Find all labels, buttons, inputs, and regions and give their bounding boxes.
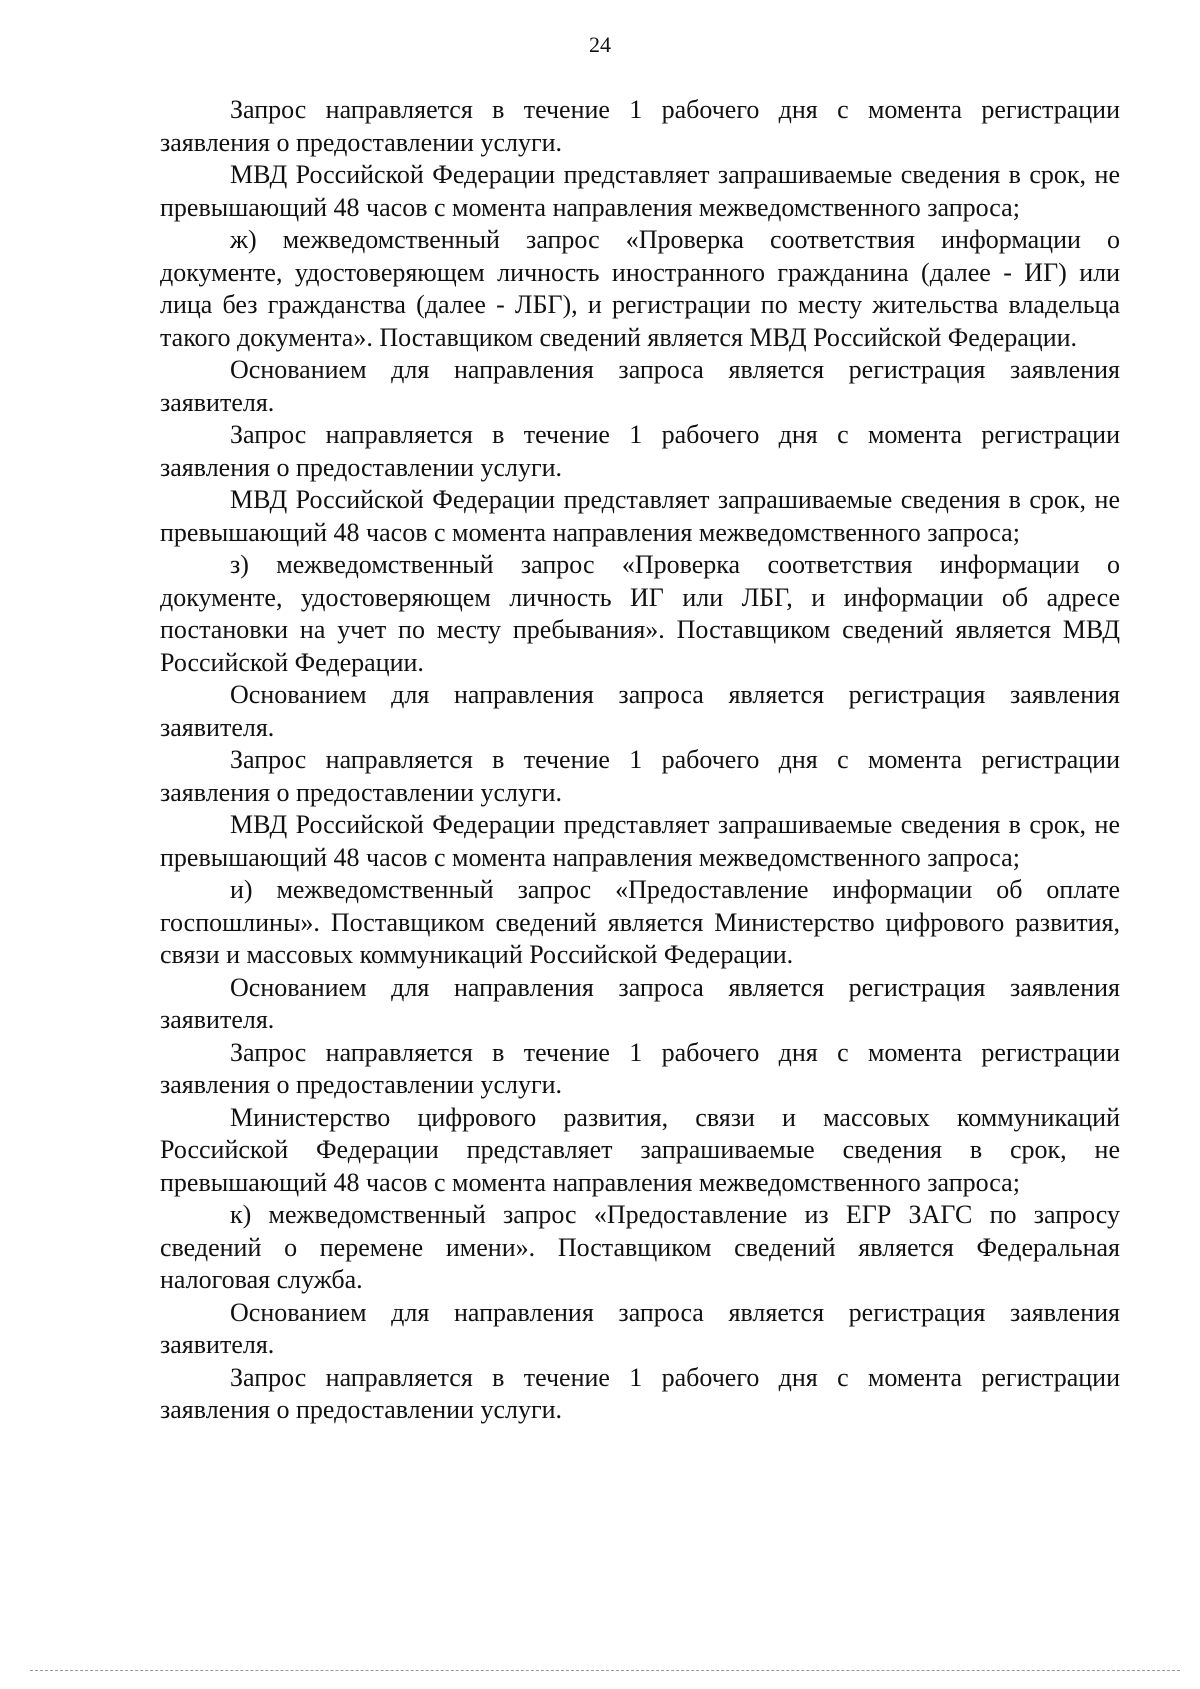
paragraph: Запрос направляется в течение 1 рабочего дня с момента регистрации заявления о предоставлении услуги.: [160, 420, 1120, 482]
paragraph: Основанием для направления запроса является регистрация заявления заявителя.: [160, 1297, 1120, 1359]
paragraph: Министерство цифрового развития, связи и массовых коммуникаций Российской Федерации представляет запрашиваемые сведения в срок, не превышающий 48 часов с момента направления межведомственного запроса;: [160, 1102, 1120, 1197]
paragraph: Запрос направляется в течение 1 рабочего дня с момента регистрации заявления о предоставлении услуги.: [160, 95, 1120, 157]
paragraph: ж) межведомственный запрос «Проверка соответствия информации о документе, удостоверяющем личность иностранного гражданина (далее - ИГ) или лица без гражданства (далее - ЛБГ), и регистрации по месту жительства владельца такого документа». Поставщиком сведений является МВД Российской Федерации.: [160, 225, 1120, 352]
paragraph: Основанием для направления запроса является регистрация заявления заявителя.: [160, 972, 1120, 1034]
paragraph: к) межведомственный запрос «Предоставление из ЕГР ЗАГС по запросу сведений о перемене имени». Поставщиком сведений является Федеральная налоговая служба.: [160, 1200, 1120, 1294]
paragraph: Запрос направляется в течение 1 рабочего дня с момента регистрации заявления о предоставлении услуги.: [160, 745, 1120, 807]
paragraph: МВД Российской Федерации представляет запрашиваемые сведения в срок, не превышающий 48 часов с момента направления межведомственного запроса;: [160, 810, 1120, 872]
paragraph: МВД Российской Федерации представляет запрашиваемые сведения в срок, не превышающий 48 часов с момента направления межведомственного запроса;: [160, 485, 1120, 547]
page-number: 24: [589, 32, 611, 57]
paragraph: Запрос направляется в течение 1 рабочего дня с момента регистрации заявления о предоставлении услуги.: [160, 1362, 1120, 1424]
paragraph: МВД Российской Федерации представляет запрашиваемые сведения в срок, не превышающий 48 часов с момента направления межведомственного запроса;: [160, 160, 1120, 222]
paragraph: з) межведомственный запрос «Проверка соответствия информации о документе, удостоверяющем личность ИГ или ЛБГ, и информации об адресе постановки на учет по месту пребывания». Поставщиком сведений является МВД Российской Федерации.: [160, 550, 1120, 677]
paragraph: и) межведомственный запрос «Предоставление информации об оплате госпошлины». Поставщиком сведений является Министерство цифрового развития, связи и массовых коммуникаций Российской Федерации.: [160, 875, 1120, 969]
paragraph: Запрос направляется в течение 1 рабочего дня с момента регистрации заявления о предоставлении услуги.: [160, 1037, 1120, 1099]
scan-edge-line: [30, 1670, 1180, 1671]
paragraph: Основанием для направления запроса является регистрация заявления заявителя.: [160, 680, 1120, 742]
document-body: [160, 94, 1120, 1427]
paragraph: Основанием для направления запроса является регистрация заявления заявителя.: [160, 355, 1120, 417]
